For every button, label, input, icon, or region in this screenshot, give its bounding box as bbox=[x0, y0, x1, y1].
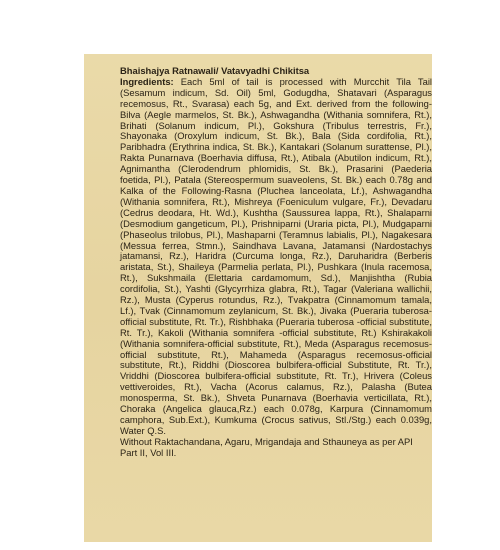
product-label-panel bbox=[84, 54, 432, 542]
label-title: Bhaishajya Ratnawali/ Vatavyadhi Chikitsa bbox=[120, 65, 310, 76]
label-text-block bbox=[120, 66, 432, 459]
footer-note: Without Raktachandana, Agaru, Mrigandaja and Sthauneya as per API Part II, Vol III. bbox=[120, 435, 413, 458]
ingredients-text: Each 5ml of tail is processed with Murcchit Tila Tail (Sesamum indicum, Sd. Oil) 5ml, Godugdha, Shatavari (Asparagus recemosus, Rt., Svarasa) each 5g, and Ext. derived from the following-Bilva (Aegle marmelos, St. Bk.), Ashwagandha (Withania somnifera, Rt.), Brihati (Solanum indicum, Pl.), Gokshura (Tribulus terrestris, Fr.), Shayonaka (Oroxylum indicum, St. Bk.), Bala (Sida cordifolia, Rt.), Paribhadra (Erythrina indica, St. Bk.), Kantakari (Solanum surattense, Pl.), Rakta Punarnava (Boerhavia diffusa, Rt.), Atibala (Abutilon indicum, Rt.), Agnimantha (Clerodendrum phlomidis, St. Bk.), Prasarini (Paederia foetida, Pl.), Patala (Stereospermum suaveolens, St. Bk.) each 0.78g and Kalka of the Following-Rasna (Pluchea lanceolata, Lf.), Ashwagandha (Withania somnifera, Rt.), Mishreya (Foeniculum vulgare, Fr.), Devadaru (Cedrus deodara, Ht. Wd.), Kushtha (Saussurea lappa, Rt.), Shalaparni (Desmodium gangeticum, Pl.), Prishniparni (Uraria picta, Pl.), Mudgaparni (Phaseolus trilobus, Pl.), Mashaparni (Teramnus labialis, Pl.), Nagakesara (Messua ferrea, Stmn.), Saindhava Lavana, Jatamansi (Nardostachys jatamansi, Rz.), Haridra (Curcuma longa, Rz.), Daruharidra (Berberis aristata, St.), Shaileya (Parmelia perlata, Pl.), Pushkara (Inula racemosa, Rt.), Sukshmaila (Elettaria cardamomum, Sd.), Manjishtha (Rubia cordifolia, St.), Yashti (Glycyrrhiza glabra, Rt.), Tagar (Valeriana wallichii, Rz.), Musta (Cyperus rotundus, Rz.), Tvakpatra (Cinnamomum tamala, Lf.), Tvak (Cinnamomum zeylanicum, St. Bk.), Jivaka (Pueraria tuberosa-official substitute, Rt. Tr.), Rishbhaka (Pueraria tuberosa -official substitute, Rt. Tr.), Kakoli (Withania somnifera -official substitute, Rt.) Kshirakakoli (Withania somnifera-official substitute, Rt.), Meda (Asparagus recemosus-official substitute, Rt.), Mahameda (Asparagus recemosus-official substitute, Rt.), Riddhi (Dioscorea bulbifera-official Substitute, Rt. Tr.), Vriddhi (Dioscorea bulbifera-official substitute, Rt. Tr.), Hrivera (Coleus vettiveroides, Rt.), Vacha (Acorus calamus, Rz.), Palasha (Butea monosperma, St. Bk.), Shveta Punarnava (Boerhavia verticillata, Rt.), Choraka (Angelica glauca,Rz.) each 0.078g, Karpura (Cinnamomum camphora, Sub.Ext.), Kumkuma (Crocus sativus, Stl./Stg.) each 0.039g, Water Q.S. bbox=[120, 75, 432, 436]
ingredients-heading: Ingredients: bbox=[120, 75, 174, 87]
ingredients-paragraph bbox=[120, 76, 432, 436]
